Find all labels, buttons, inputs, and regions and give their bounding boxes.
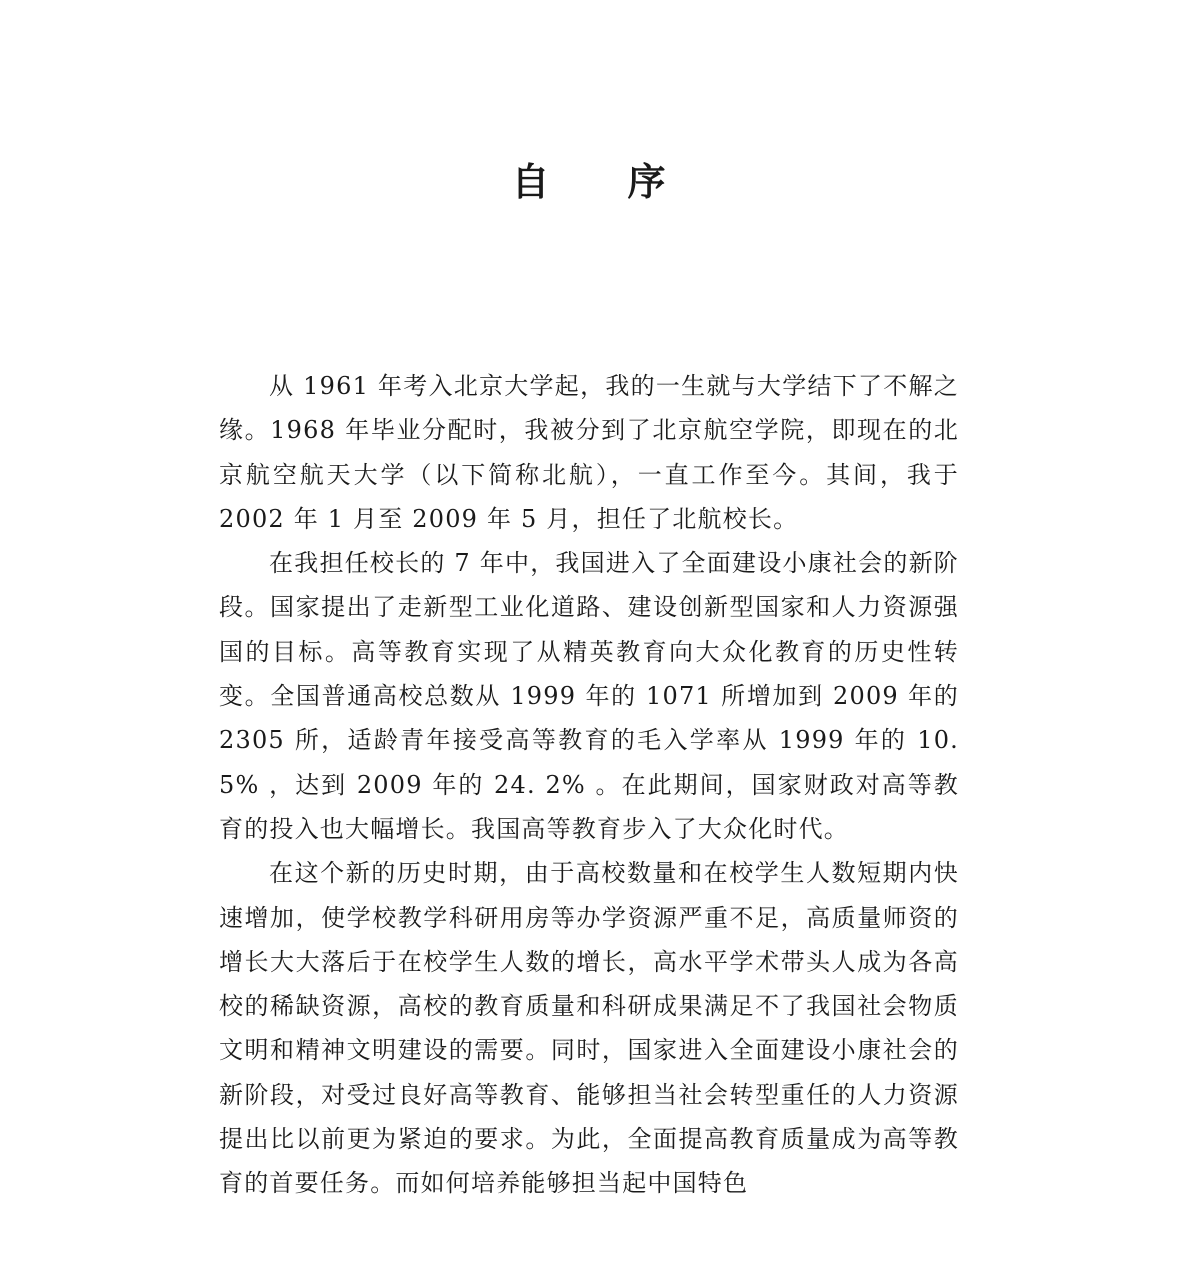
title-char-2: 序 <box>627 159 666 204</box>
page-title <box>0 152 1177 212</box>
paragraph-1: 从 1961 年考入北京大学起，我的一生就与大学结下了不解之缘。1968 年毕业分配时，我被分到了北京航空学院，即现在的北京航空航天大学（以下简称北航），一直工作至今。其间，我于 2002 年 1 月至 2009 年 5 月，担任了北航校长。 <box>219 372 959 533</box>
title-char-1: 自 <box>511 159 550 204</box>
paragraph-2: 在我担任校长的 7 年中，我国进入了全面建设小康社会的新阶段。国家提出了走新型工业化道路、建设创新型国家和人力资源强国的目标。高等教育实现了从精英教育向大众化教育的历史性转变。全国普通高校总数从 1999 年的 1071 所增加到 2009 年的 2305 所，适龄青年接受高等教育的毛入学率从 1999 年的 10. 5% ，达到 2009 年的 24. 2% 。在此期间，国家财政对高等教育的投入也大幅增长。我国高等教育步入了大众化时代。 <box>219 549 959 843</box>
body-text <box>219 364 959 1206</box>
paragraph-3: 在这个新的历史时期，由于高校数量和在校学生人数短期内快速增加，使学校教学科研用房等办学资源严重不足，高质量师资的增长大大落后于在校学生人数的增长，高水平学术带头人成为各高校的稀缺资源，高校的教育质量和科研成果满足不了我国社会物质文明和精神文明建设的需要。同时，国家进入全面建设小康社会的新阶段，对受过良好高等教育、能够担当社会转型重任的人力资源提出比以前更为紧迫的要求。为此，全面提高教育质量成为高等教育的首要任务。而如何培养能够担当起中国特色 <box>219 859 959 1198</box>
